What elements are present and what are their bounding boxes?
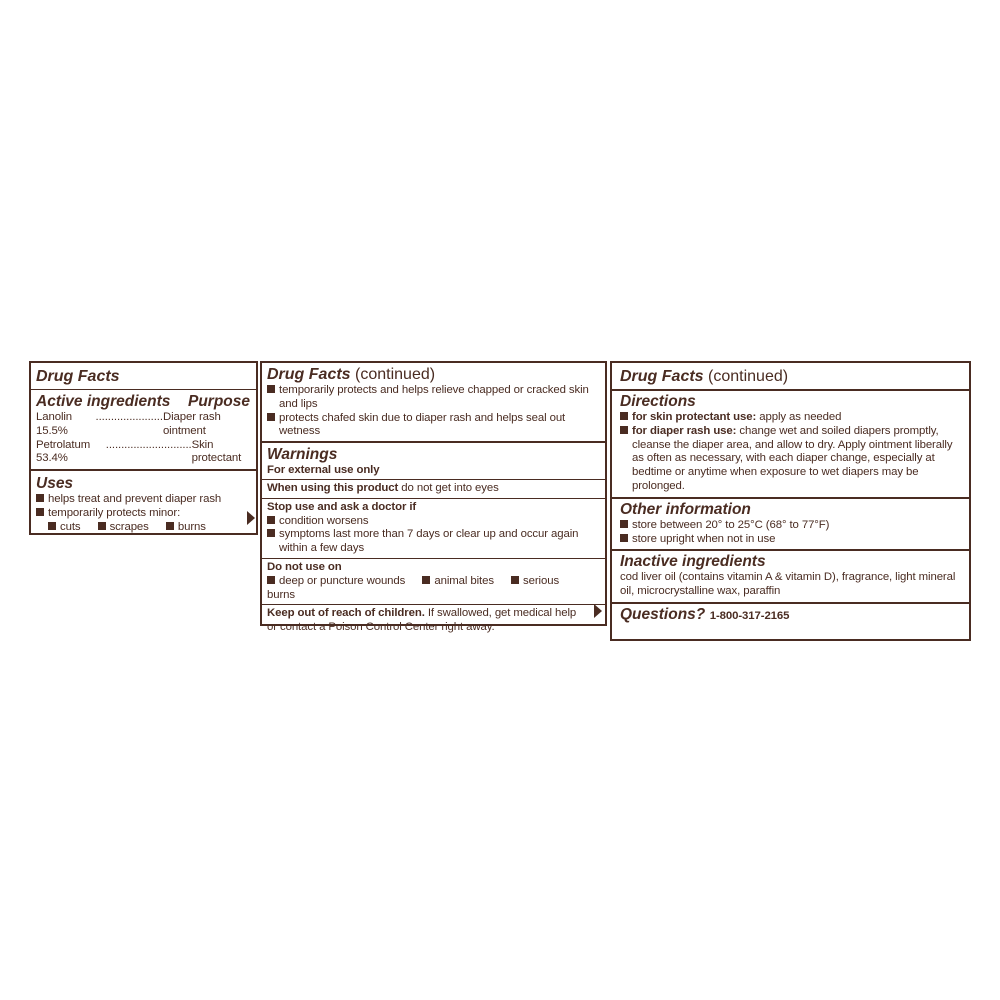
do-not-use-item-text: animal bites [434, 574, 494, 587]
directions-item [620, 411, 961, 425]
directions-item-text: apply as needed [759, 411, 842, 423]
bullet-square-icon [166, 522, 174, 530]
other-info-item [620, 533, 961, 547]
panel3-title [620, 367, 963, 386]
uses-cont-item [267, 412, 599, 440]
keep-out-text: If swallowed, get medical help or contact a Poison Control Center right away. [267, 607, 577, 634]
inactive-ingredients-text: cod liver oil (contains vitamin A & vitamin D), fragrance, light mineral oil, microcrystalline wax, paraffin [620, 571, 956, 598]
when-using-text: do not get into eyes [401, 481, 499, 494]
bullet-square-icon [48, 522, 56, 530]
ingredient-leader-dots: ...................... [95, 411, 163, 423]
do-not-use-item [422, 575, 494, 587]
bullet-square-icon [267, 529, 275, 537]
stop-use-item [267, 515, 599, 529]
uses-heading: Uses [36, 475, 74, 493]
panel2-title-text: Drug Facts [267, 366, 351, 383]
active-ingredients-heading: Active ingredients [36, 393, 171, 410]
bullet-square-icon [422, 576, 430, 584]
bullet-square-icon [36, 494, 44, 502]
do-not-use-item-text: serious burns [267, 574, 560, 601]
minor-item-text: burns [177, 520, 206, 533]
stop-use-block [262, 499, 605, 559]
directions-item-text: change wet and soiled diapers promptly, cleanse the diaper area, and allow to dry. Apply ointment liberally as often as necessary, with each diaper change, especially at bedtime or anytime when exposure to wet diapers may be prolonged. [632, 424, 953, 492]
uses-item-text: temporarily protects minor: [48, 506, 181, 519]
questions-phone: 1-800-317-2165 [709, 609, 790, 622]
drug-facts-panel-3 [610, 361, 971, 641]
minor-item [98, 521, 149, 533]
keep-out-heading: Keep out of reach of children. [267, 607, 425, 620]
directions-item-label: for skin protectant use: [632, 411, 757, 423]
stop-use-item [267, 528, 599, 556]
other-info-item-text: store between 20° to 25°C (68° to 77°F) [632, 518, 830, 531]
uses-cont-text: temporarily protects and helps relieve chapped or cracked skin and lips [279, 384, 589, 410]
minor-item-text: cuts [60, 520, 81, 533]
directions-item-label: for diaper rash use: [632, 424, 737, 437]
ingredient-leader-dots: ............................ [105, 438, 192, 451]
do-not-use-heading: Do not use on [267, 560, 342, 573]
do-not-use-items [267, 575, 599, 603]
drug-facts-panel-2 [260, 361, 607, 634]
inactive-ingredients-section [612, 551, 969, 604]
questions-section [612, 604, 969, 627]
bullet-square-icon [620, 520, 628, 528]
uses-item-text: helps treat and prevent diaper rash [48, 493, 222, 506]
continue-arrow-icon [594, 604, 602, 618]
ingredient-row [36, 439, 250, 467]
when-using-block [262, 480, 605, 499]
minor-item [166, 521, 206, 533]
panel2-top-section [262, 363, 605, 443]
uses-item [36, 507, 250, 521]
bullet-square-icon [98, 522, 106, 530]
do-not-use-item-text: deep or puncture wounds [279, 574, 406, 587]
minor-item [48, 521, 81, 533]
stop-use-item-text: condition worsens [279, 514, 369, 527]
questions-heading: Questions? [620, 605, 706, 623]
uses-cont-text: protects chafed skin due to diaper rash and helps seal out wetness [279, 411, 566, 438]
purpose-heading: Purpose [187, 393, 250, 410]
warnings-heading: Warnings [267, 446, 338, 464]
bullet-square-icon [267, 385, 275, 393]
panel2-title-suffix: (continued) [355, 366, 436, 383]
inactive-ingredients-heading: Inactive ingredients [620, 553, 766, 571]
directions-heading: Directions [620, 393, 696, 410]
directions-section [612, 391, 969, 499]
stop-use-heading: Stop use and ask a doctor if [267, 500, 417, 513]
directions-item [620, 425, 961, 494]
other-info-item [620, 519, 961, 533]
bullet-square-icon [620, 534, 628, 542]
uses-cont-item [267, 384, 599, 412]
ingredient-purpose: Diaper rash ointment [162, 411, 221, 437]
uses-item [36, 493, 250, 507]
active-ingredients-section [31, 390, 256, 471]
bullet-square-icon [620, 412, 628, 420]
panel3-title-suffix: (continued) [708, 368, 789, 385]
drug-facts-panel-1 [29, 361, 258, 535]
panel1-title: Drug Facts [36, 368, 120, 385]
bullet-square-icon [267, 576, 275, 584]
continue-arrow-icon [247, 511, 255, 525]
other-info-item-text: store upright when not in use [632, 532, 776, 545]
ingredient-purpose: Skin protectant [191, 438, 242, 465]
panel3-title-text: Drug Facts [620, 368, 704, 385]
when-using-heading: When using this product [267, 481, 399, 494]
bullet-square-icon [36, 508, 44, 516]
ingredient-name: Petrolatum 53.4% [36, 438, 91, 465]
minor-items-row [36, 521, 250, 535]
external-use-text: For external use only [267, 464, 380, 477]
do-not-use-item [267, 575, 405, 587]
do-not-use-block [262, 559, 605, 605]
warnings-header-block [262, 443, 605, 480]
ingredient-row [36, 411, 250, 439]
panel3-title-section [612, 363, 969, 391]
ingredient-name: Lanolin 15.5% [36, 411, 73, 437]
panel1-title-section [31, 363, 256, 390]
uses-section [31, 471, 256, 537]
bullet-square-icon [511, 576, 519, 584]
other-information-heading: Other information [620, 500, 751, 518]
minor-item-text: scrapes [109, 520, 149, 533]
warnings-section [262, 443, 605, 637]
panel2-title [267, 365, 599, 384]
stop-use-item-text: symptoms last more than 7 days or clear up and occur again within a few days [279, 528, 579, 555]
bullet-square-icon [267, 516, 275, 524]
bullet-square-icon [267, 413, 275, 421]
bullet-square-icon [620, 426, 628, 434]
other-information-section [612, 499, 969, 552]
keep-out-block [262, 605, 605, 637]
